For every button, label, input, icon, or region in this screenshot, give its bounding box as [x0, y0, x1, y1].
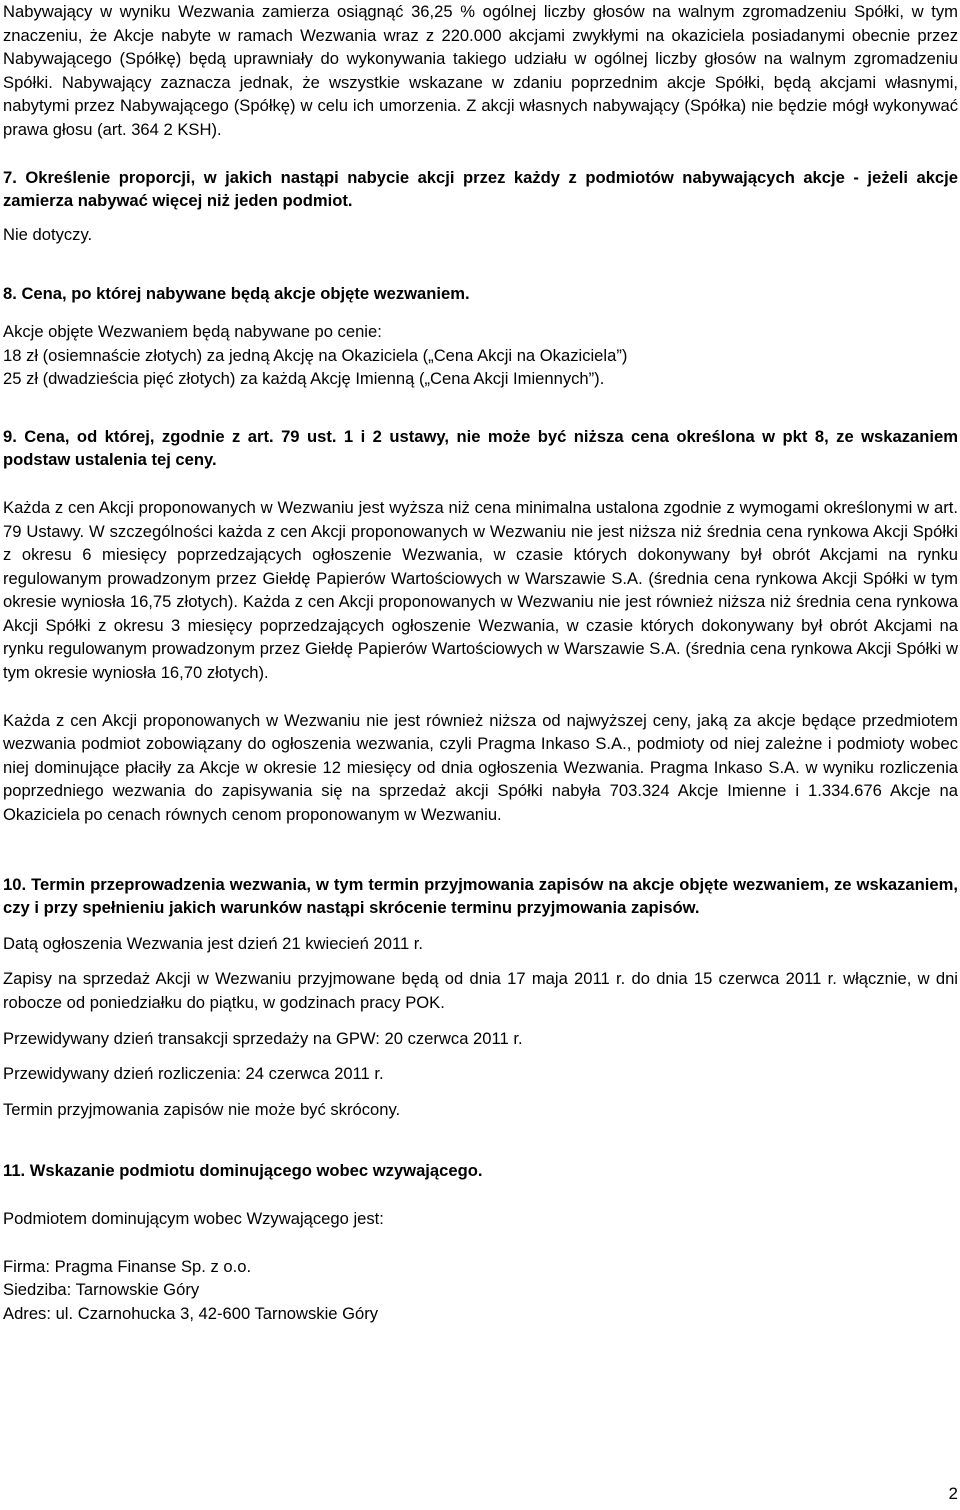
section-8-body: [3, 320, 958, 391]
section-9-paragraph-2: Każda z cen Akcji proponowanych w Wezwaniu nie jest również niższa od najwyższej ceny, jaką za akcje będące przedmiotem wezwania podmiot zobowiązany do ogłoszenia wezwania, czyli Pragma Inkaso S.A., podmioty od niej zależne i podmioty wobec niej dominujące płaciły za Akcje w okresie 12 miesięcy od dnia ogłoszenia Wezwania. Pragma Inkaso S.A. w wyniku rozliczenia poprzedniego wezwania do zapisywania się na sprzedaż akcji Spółki nabyła 703.324 Akcje Imienne i 1.334.676 Akcje na Okaziciela po cenach równych cenom proponowanym w Wezwaniu.: [3, 710, 958, 825]
section-7-heading: 7. Określenie proporcji, w jakich nastąpi nabycie akcji przez każdy z podmiotów nabywających akcje - jeżeli akcje zamierza nabywać więcej niż jeden podmiot.: [3, 167, 958, 211]
section-8-line: 18 zł (osiemnaście złotych) za jedną Akcję na Okaziciela („Cena Akcji na Okaziciela”): [3, 345, 628, 365]
section-9-heading: 9. Cena, od której, zgodnie z art. 79 ust. 1 i 2 ustawy, nie może być niższa cena określona w pkt 8, ze wskazaniem podstaw ustalenia tej ceny.: [3, 426, 958, 470]
document-page: [3, 0, 958, 1325]
section-10-heading: 10. Termin przeprowadzenia wezwania, w tym termin przyjmowania zapisów na akcje objęte wezwaniem, ze wskazaniem, czy i przy spełnieniu jakich warunków nastąpi skrócenie terminu przyjmowania zapisów.: [3, 874, 958, 918]
section-10-paragraph-5: Termin przyjmowania zapisów nie może być skrócony.: [3, 1099, 401, 1119]
section-10-paragraph-4: Przewidywany dzień rozliczenia: 24 czerwca 2011 r.: [3, 1064, 384, 1084]
section-8-line: Akcje objęte Wezwaniem będą nabywane po cenie:: [3, 321, 382, 341]
section-10-paragraph-3: Przewidywany dzień transakcji sprzedaży na GPW: 20 czerwca 2011 r.: [3, 1028, 523, 1048]
section-8-line: 25 zł (dwadzieścia pięć złotych) za każdą Akcję Imienną („Cena Akcji Imiennych”).: [3, 369, 605, 389]
intro-paragraph: Nabywający w wyniku Wezwania zamierza osiągnąć 36,25 % ogólnej liczby głosów na walnym zgromadzeniu Spółki, w tym znaczeniu, że Akcje nabyte w ramach Wezwania wraz z 220.000 akcjami zwykłymi na okaziciela posiadanymi obecnie przez Nabywającego (Spółkę) będą uprawniały do wykonywania takiego udziału w ogólnej liczby głosów na walnym zgromadzeniu Spółki. Nabywający zaznacza jednak, że wszystkie wskazane w zdaniu poprzednim akcje Spółki, będą akcjami własnymi, nabytymi przez Nabywającego (Spółkę) w celu ich umorzenia. Z akcji własnych nabywający (Spółka) nie będzie mógł wykonywać prawa głosu (art. 364 2 KSH).: [3, 2, 958, 139]
company-address: Adres: ul. Czarnohucka 3, 42-600 Tarnowskie Góry: [3, 1303, 379, 1323]
company-name: Firma: Pragma Finanse Sp. z o.o.: [3, 1256, 252, 1276]
section-10-paragraph-2: Zapisy na sprzedaż Akcji w Wezwaniu przyjmowane będą od dnia 17 maja 2011 r. do dnia 15 czerwca 2011 r. włącznie, w dni robocze od poniedziałku do piątku, w godzinach pracy POK.: [3, 969, 958, 1012]
dominant-entity-details: [3, 1255, 958, 1326]
section-11-heading: 11. Wskazanie podmiotu dominującego wobec wzywającego.: [3, 1161, 483, 1181]
page-number: 2: [948, 1484, 958, 1503]
section-11-intro: Podmiotem dominującym wobec Wzywającego jest:: [3, 1208, 384, 1228]
section-8-heading: 8. Cena, po której nabywane będą akcje objęte wezwaniem.: [3, 284, 470, 304]
section-7-text: Nie dotyczy.: [3, 224, 93, 244]
section-10-paragraph-1: Datą ogłoszenia Wezwania jest dzień 21 kwiecień 2011 r.: [3, 933, 424, 953]
section-9-paragraph-1: Każda z cen Akcji proponowanych w Wezwaniu jest wyższa niż cena minimalna ustalona zgodnie z wymogami określonymi w art. 79 Ustawy. W szczególności każda z cen Akcji proponowanych w Wezwaniu nie jest niższa niż średnia cena rynkowa Akcji Spółki z okresu 6 miesięcy poprzedzających ogłoszenie Wezwania, w czasie których dokonywany był obrót Akcjami na rynku regulowanym prowadzonym przez Giełdę Papierów Wartościowych w Warszawie S.A. (średnia cena rynkowa Akcji Spółki w tym okresie wyniosła 16,75 złotych). Każda z cen Akcji proponowanych w Wezwaniu nie jest również niższa niż średnia cena rynkowa Akcji Spółki z okresu 3 miesięcy poprzedzających ogłoszenie Wezwania, w czasie których dokonywany był obrót Akcjami na rynku regulowanym prowadzonym przez Giełdę Papierów Wartościowych w Warszawie S.A. (średnia cena rynkowa Akcji Spółki w tym okresie wyniosła 16,70 złotych).: [3, 497, 958, 683]
company-seat: Siedziba: Tarnowskie Góry: [3, 1280, 200, 1300]
